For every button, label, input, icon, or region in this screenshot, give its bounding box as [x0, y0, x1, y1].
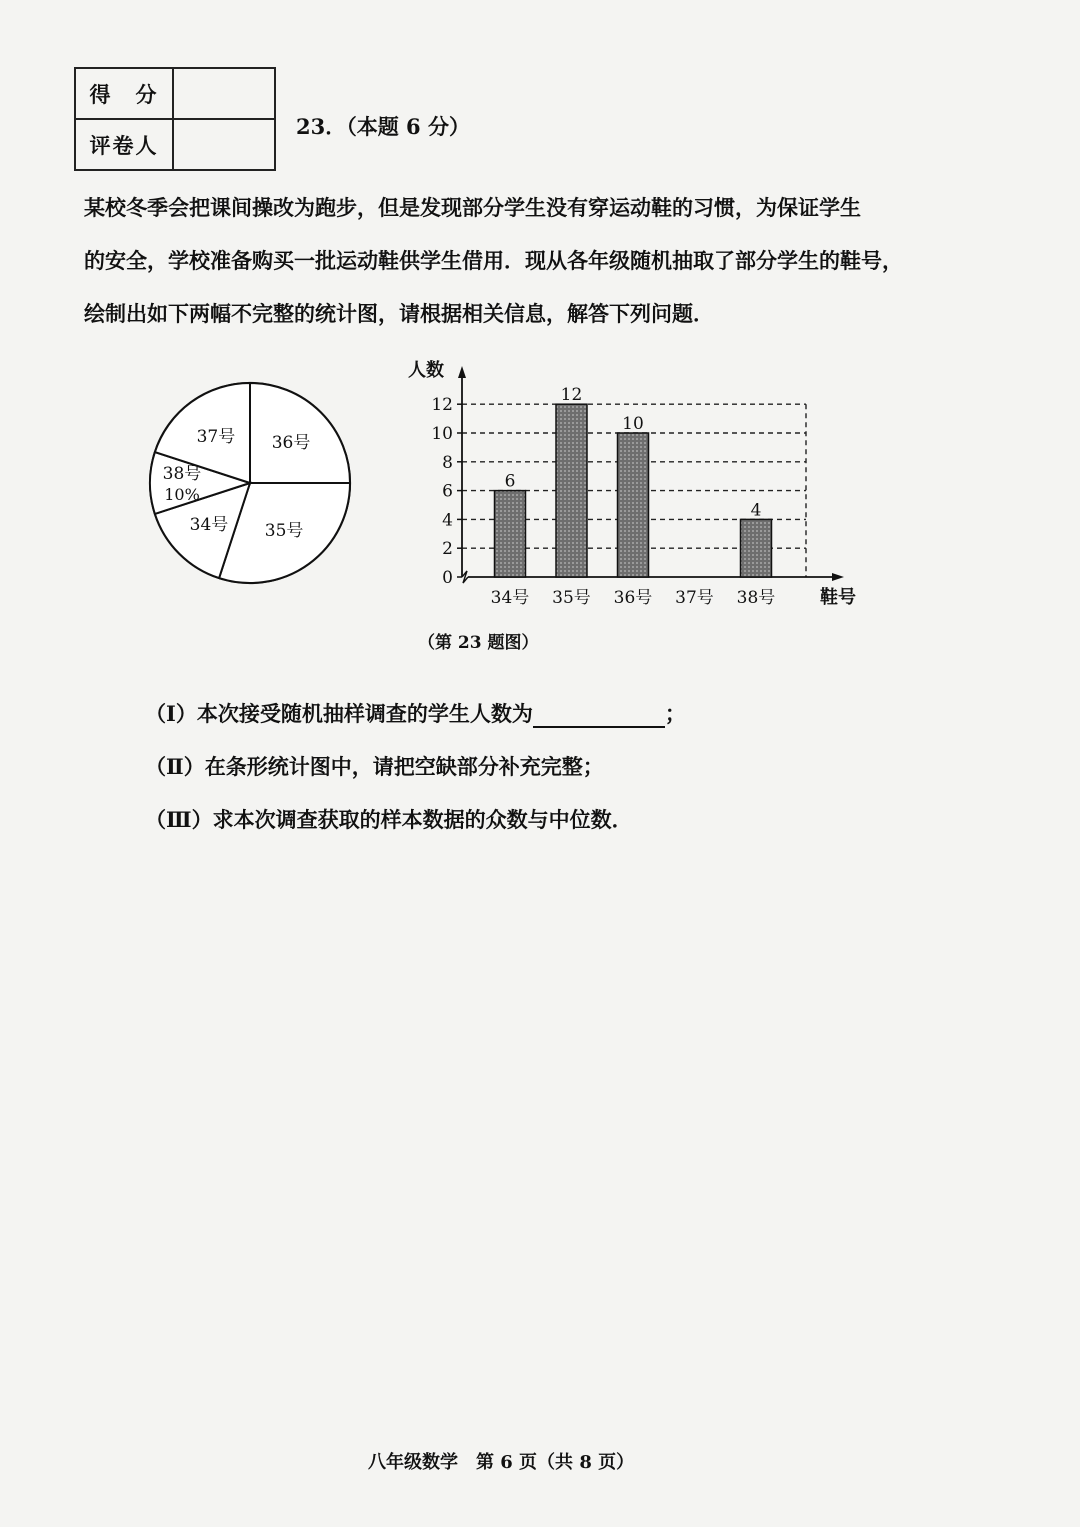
- score-cell[interactable]: [173, 68, 275, 119]
- paragraph-line-2: 的安全，学校准备购买一批运动鞋供学生借用．现从各年级随机抽取了部分学生的鞋号，: [84, 248, 903, 273]
- bar-chart: [400, 350, 870, 615]
- y-axis-label: 人数: [408, 360, 444, 381]
- x-tick-label: 35号: [552, 588, 591, 608]
- bar-value-label: 6: [504, 471, 516, 492]
- pie-chart: [145, 372, 360, 594]
- y-tick-label: 2: [442, 539, 453, 560]
- question-header: 23．（本题 6 分）: [296, 114, 470, 139]
- sub-question-2-text: （Ⅱ）在条形统计图中，请把空缺部分补充完整；: [145, 754, 604, 779]
- pie-slice-label: 38号: [162, 464, 202, 484]
- sub-question-2: [145, 751, 604, 781]
- y-axis-arrow: [458, 366, 466, 378]
- paragraph-line-3: 绘制出如下两幅不完整的统计图，请根据相关信息，解答下列问题．: [84, 301, 714, 326]
- figure-caption: （第 23 题图）: [418, 633, 539, 653]
- x-tick-label: 34号: [490, 588, 530, 608]
- x-tick-label: 38号: [736, 588, 776, 608]
- x-axis-arrow: [832, 573, 844, 581]
- grader-cell[interactable]: [173, 119, 275, 170]
- x-tick-label: 36号: [613, 588, 653, 608]
- pie-slice-label: 37号: [196, 427, 236, 448]
- y-tick-label: 8: [442, 452, 453, 473]
- bar-36号: [618, 433, 649, 577]
- y-tick-label: 4: [442, 510, 453, 531]
- bar-value-label: 12: [560, 385, 583, 406]
- bar-38号: [741, 519, 772, 577]
- x-tick-label: 37号: [675, 588, 714, 608]
- y-tick-label: 6: [442, 481, 453, 502]
- bar-35号: [556, 404, 587, 577]
- bar-value-label: 4: [750, 500, 762, 521]
- pie-slice-label: 34号: [189, 515, 229, 536]
- x-axis-label: 鞋号: [820, 587, 856, 608]
- score-label: 得 分: [75, 68, 173, 119]
- bar-34号: [495, 491, 526, 577]
- score-table: [74, 67, 276, 171]
- pie-slice-percent: 10%: [164, 485, 200, 504]
- y-tick-label: 12: [431, 395, 453, 416]
- answer-blank[interactable]: [533, 706, 665, 728]
- sub-question-1-text: （Ⅰ）本次接受随机抽样调查的学生人数为: [145, 701, 533, 726]
- paragraph-line-1: 某校冬季会把课间操改为跑步，但是发现部分学生没有穿运动鞋的习惯，为保证学生: [84, 195, 861, 220]
- pie-slice-label: 36号: [271, 432, 311, 453]
- bar-value-label: 10: [622, 414, 644, 434]
- grader-label: 评卷人: [75, 119, 173, 170]
- y-tick-label: 10: [431, 424, 453, 444]
- sub-question-3: [145, 804, 633, 834]
- pie-slice-label: 35号: [264, 520, 304, 541]
- sub-question-1: [145, 698, 686, 728]
- y-tick-label: 0: [442, 568, 453, 588]
- sub-question-1-suffix: ；: [664, 701, 686, 726]
- page-footer: 八年级数学 第 6 页（共 8 页）: [368, 1452, 635, 1473]
- sub-question-3-text: （Ⅲ）求本次调查获取的样本数据的众数与中位数．: [145, 807, 633, 832]
